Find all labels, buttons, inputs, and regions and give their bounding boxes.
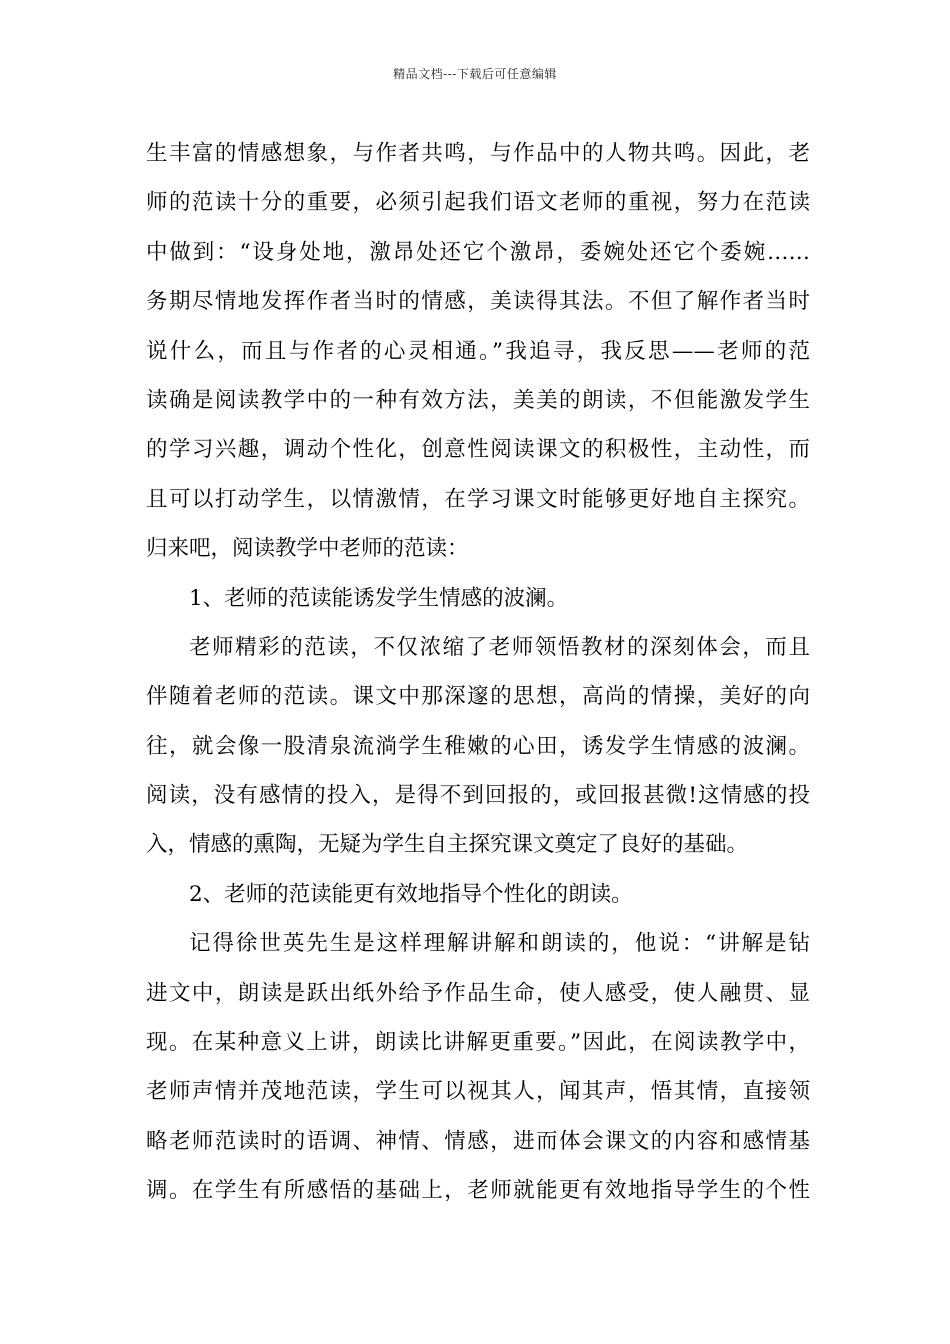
text-line: 且可以打动学生，以情激情，在学习课文时能够更好地自主探究。 — [146, 486, 810, 512]
text-line: 说什么，而且与作者的心灵相通。”我追寻，我反思——老师的范 — [146, 338, 810, 364]
text-line: 归来吧，阅读教学中老师的范读： — [146, 536, 469, 562]
body-text — [146, 129, 810, 1216]
paragraph-first-line: 老师精彩的范读，不仅浓缩了老师领悟教材的深刻体会，而且 — [189, 634, 810, 660]
text-line: 生丰富的情感想象，与作者共鸣，与作品中的人物共鸣。因此，老 — [146, 141, 810, 166]
page-header: 精品文档---下载后可任意编辑 — [393, 67, 557, 81]
text-line: 阅读，没有感情的投入，是得不到回报的，或回报甚微!这情感的投 — [146, 783, 810, 809]
text-line: 进文中，朗读是跃出纸外给予作品生命，使人感受，使人融贯、显 — [146, 980, 810, 1006]
text-line: 老师声情并茂地范读，学生可以视其人，闻其声，悟其情，直接领 — [146, 1079, 810, 1105]
text-line: 伴随着老师的范读。课文中那深邃的思想，高尚的情操，美好的向 — [146, 684, 810, 710]
text-line: 往，就会像一股清泉流淌学生稚嫩的心田，诱发学生情感的波澜。 — [146, 733, 810, 759]
text-line: 入，情感的熏陶，无疑为学生自主探究课文奠定了良好的基础。 — [146, 832, 749, 858]
text-line: 师的范读十分的重要，必须引起我们语文老师的重视，努力在范读 — [146, 190, 810, 216]
text-line: 的学习兴趣，调动个性化，创意性阅读课文的积极性，主动性，而 — [146, 437, 810, 463]
text-line: 中做到：“设身处地，激昂处还它个激昂，委婉处还它个委婉…… — [146, 239, 810, 265]
section-heading: 1、老师的范读能诱发学生情感的波澜。 — [189, 585, 569, 611]
text-line: 调。在学生有所感悟的基础上，老师就能更有效地指导学生的个性 — [146, 1178, 810, 1204]
text-line: 读确是阅读教学中的一种有效方法，美美的朗读，不但能激发学生 — [146, 387, 810, 413]
text-line: 务期尽情地发挥作者当时的情感，美读得其法。不但了解作者当时 — [146, 289, 810, 315]
paragraph-first-line: 记得徐世英先生是这样理解讲解和朗读的，他说：“讲解是钻 — [189, 931, 810, 957]
text-line: 现。在某种意义上讲，朗读比讲解更重要。”因此，在阅读教学中， — [146, 1030, 810, 1056]
text-line: 略老师范读时的语调、神情、情感，进而体会课文的内容和感情基 — [146, 1128, 810, 1154]
section-heading: 2、老师的范读能更有效地指导个性化的朗读。 — [189, 881, 633, 907]
